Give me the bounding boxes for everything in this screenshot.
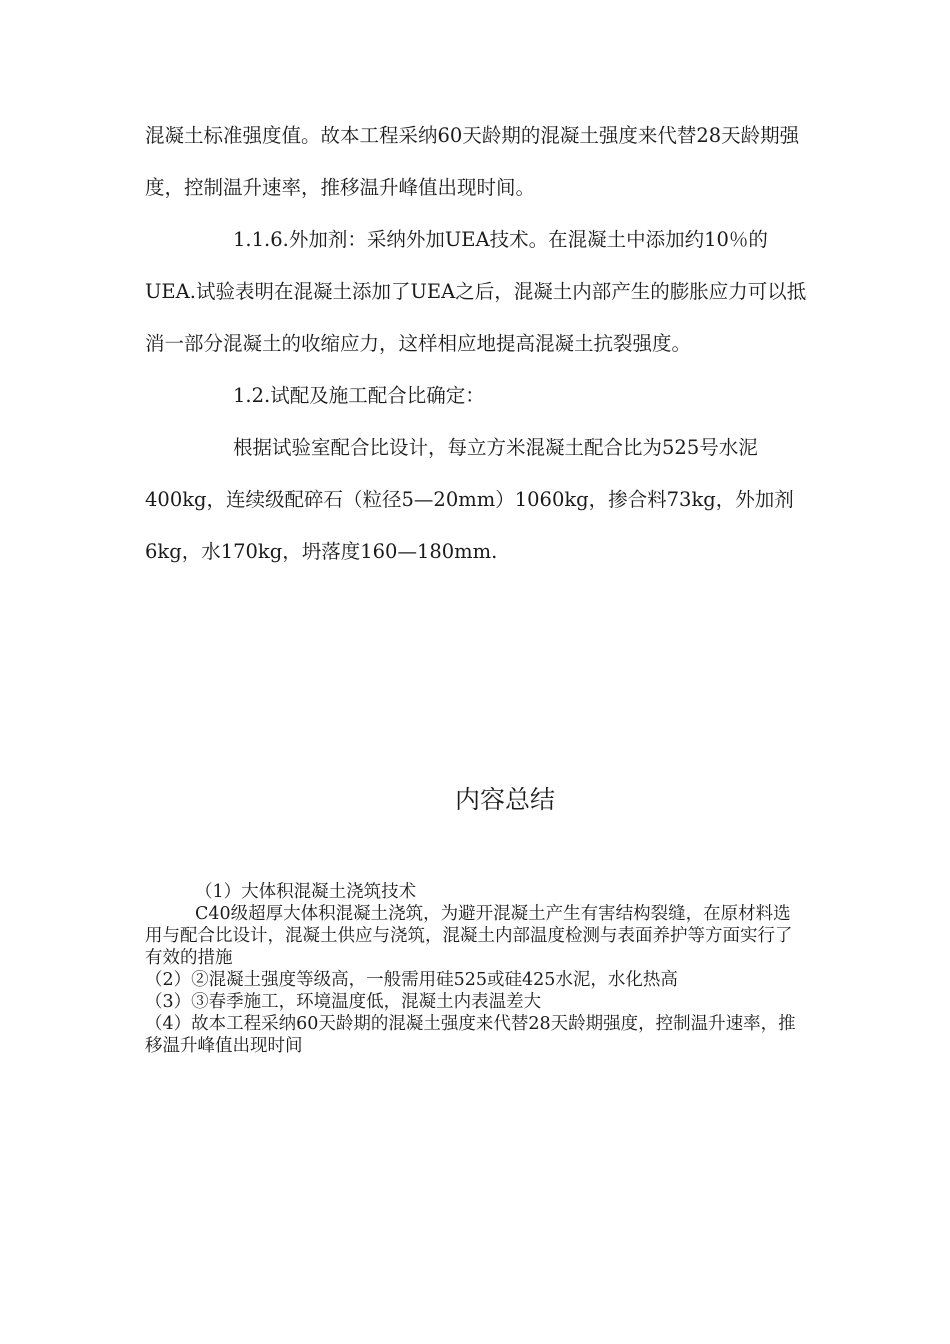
- summary-item: （3）③春季施工，环境温度低，混凝土内表温差大: [145, 992, 542, 1012]
- paragraph-strength: 混凝土标准强度值。故本工程采纳60天龄期的混凝土强度来代替28天龄期强度，控制温升速率，推移温升峰值出现时间。: [145, 124, 800, 199]
- summary-item: （4）故本工程采纳60天龄期的混凝土强度来代替28天龄期强度，控制温升速率，推移温升峰值出现时间: [145, 1014, 796, 1056]
- summary-block: [145, 881, 805, 1057]
- summary-item: （2）②混凝土强度等级高，一般需用硅525或硅425水泥，水化热高: [145, 970, 678, 990]
- body-text: [145, 110, 810, 578]
- paragraph-mix-ratio: 根据试验室配合比设计，每立方米混凝土配合比为525号水泥400kg，连续级配碎石（粒径5—20mm）1060kg，掺合料73kg，外加剂6kg，水170kg，坍落度160—180mm.: [145, 436, 794, 563]
- summary-item: C40级超厚大体积混凝土浇筑，为避开混凝土产生有害结构裂缝，在原材料选用与配合比设计，混凝土供应与浇筑，混凝土内部温度检测与表面养护等方面实行了有效的措施: [145, 904, 793, 968]
- section-heading-mix-ratio: 1.2.试配及施工配合比确定：: [233, 384, 485, 407]
- summary-item: （1）大体积混凝土浇筑技术: [195, 882, 417, 902]
- paragraph-admixture: 1.1.6.外加剂：采纳外加UEA技术。在混凝土中添加约10％的UEA.试验表明在混凝土添加了UEA之后，混凝土内部产生的膨胀应力可以抵消一部分混凝土的收缩应力，这样相应地提高混凝土抗裂强度。: [145, 228, 807, 355]
- summary-title: 内容总结: [454, 785, 555, 814]
